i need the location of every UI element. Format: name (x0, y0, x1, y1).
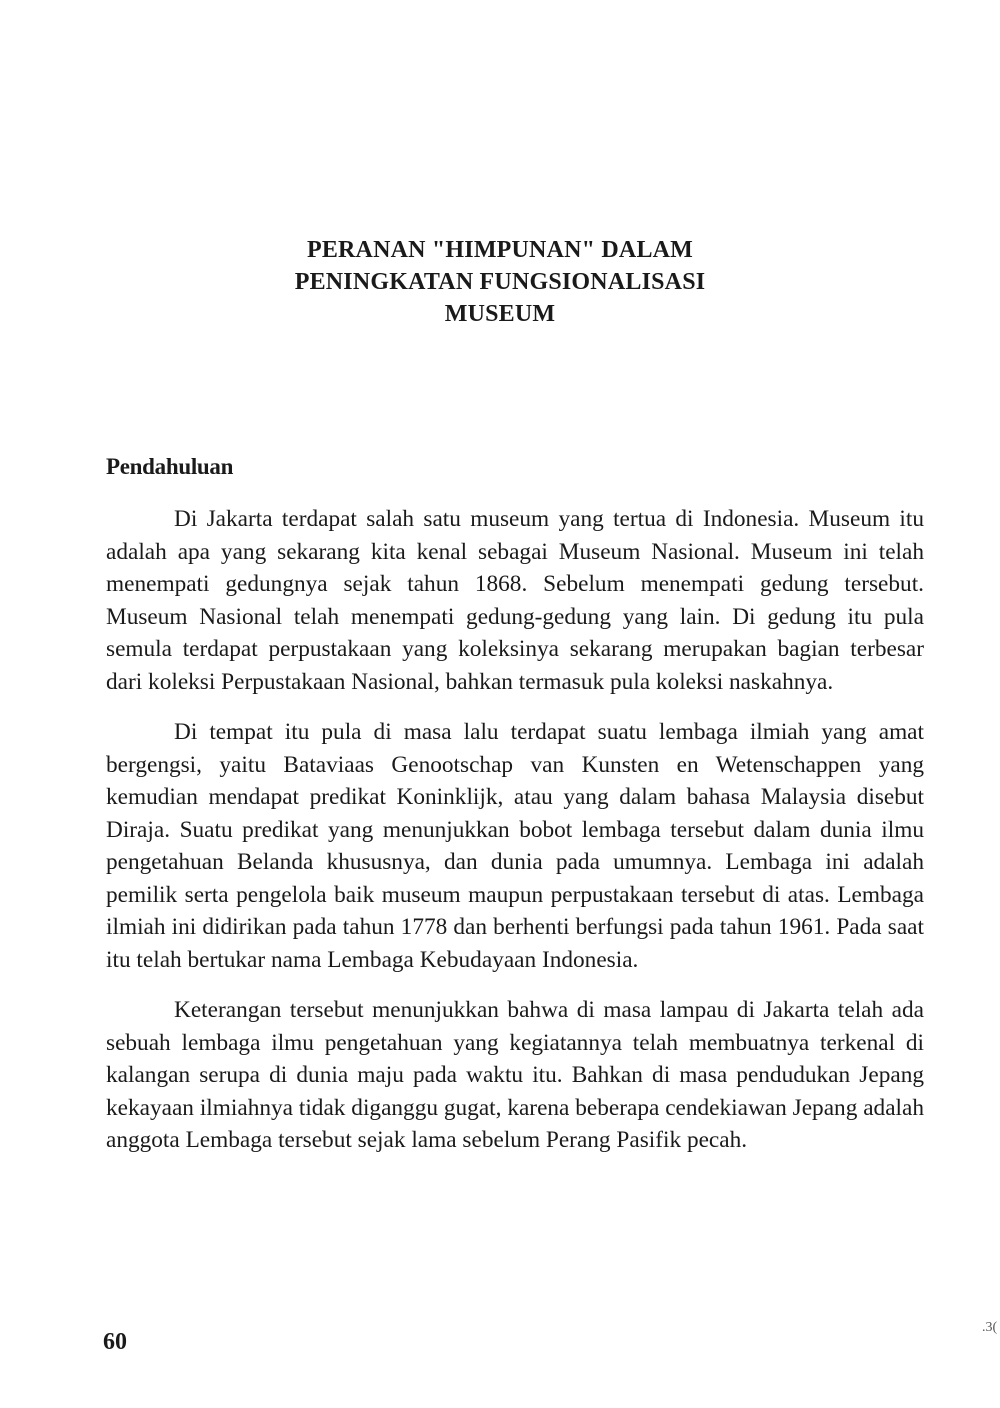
paragraph-1: Di Jakarta terdapat salah satu museum yang tertua di Indonesia. Museum itu adalah apa yang sekarang kita kenal sebagai Museum Nasional. Museum ini telah menempati gedungnya sejak tahun 1868. Sebelum menempati gedung tersebut. Museum Nasional telah menempati gedung-gedung yang lain. Di gedung itu pula semula terdapat perpustakaan yang koleksinya sekarang merupakan bagian terbesar dari koleksi Perpustakaan Nasional, bahkan termasuk pula koleksi naskahnya. (106, 506, 924, 695)
page-number: 60 (103, 1329, 127, 1355)
body-text (106, 503, 924, 1175)
title-line-3: MUSEUM (444, 301, 556, 327)
title-line-2: PENINGKATAN FUNGSIONALISASI (294, 269, 706, 295)
margin-mark: .3( (982, 1320, 998, 1335)
paragraph-2: Di tempat itu pula di masa lalu terdapat suatu lembaga ilmiah yang amat bergengsi, yaitu Bataviaas Genootschap van Kunsten en Wetenschappen yang kemudian mendapat predikat Koninklijk, atau yang dalam bahasa Malaysia disebut Diraja. Suatu predikat yang menunjukkan bobot lembaga tersebut dalam dunia ilmu pengetahuan Belanda khususnya, dan dunia pada umumnya. Lembaga ini adalah pemilik serta pengelola baik museum maupun perpustakaan tersebut di atas. Lembaga ilmiah ini didirikan pada tahun 1778 dan berhenti berfungsi pada tahun 1961. Pada saat itu telah bertukar nama Lembaga Kebudayaan Indonesia. (106, 719, 924, 973)
title-line-1: PERANAN "HIMPUNAN" DALAM (306, 237, 694, 263)
paragraph-3: Keterangan tersebut menunjukkan bahwa di masa lampau di Jakarta telah ada sebuah lembaga ilmu pengetahuan yang kegiatannya telah membuatnya terkenal di kalangan serupa di dunia maju pada waktu itu. Bahkan di masa pendudukan Jepang kekayaan ilmiahnya tidak diganggu gugat, karena beberapa cendekiawan Jepang adalah anggota Lembaga tersebut sejak lama sebelum Perang Pasifik pecah. (106, 997, 924, 1153)
section-heading: Pendahuluan (106, 454, 234, 479)
page-title (0, 234, 1000, 330)
